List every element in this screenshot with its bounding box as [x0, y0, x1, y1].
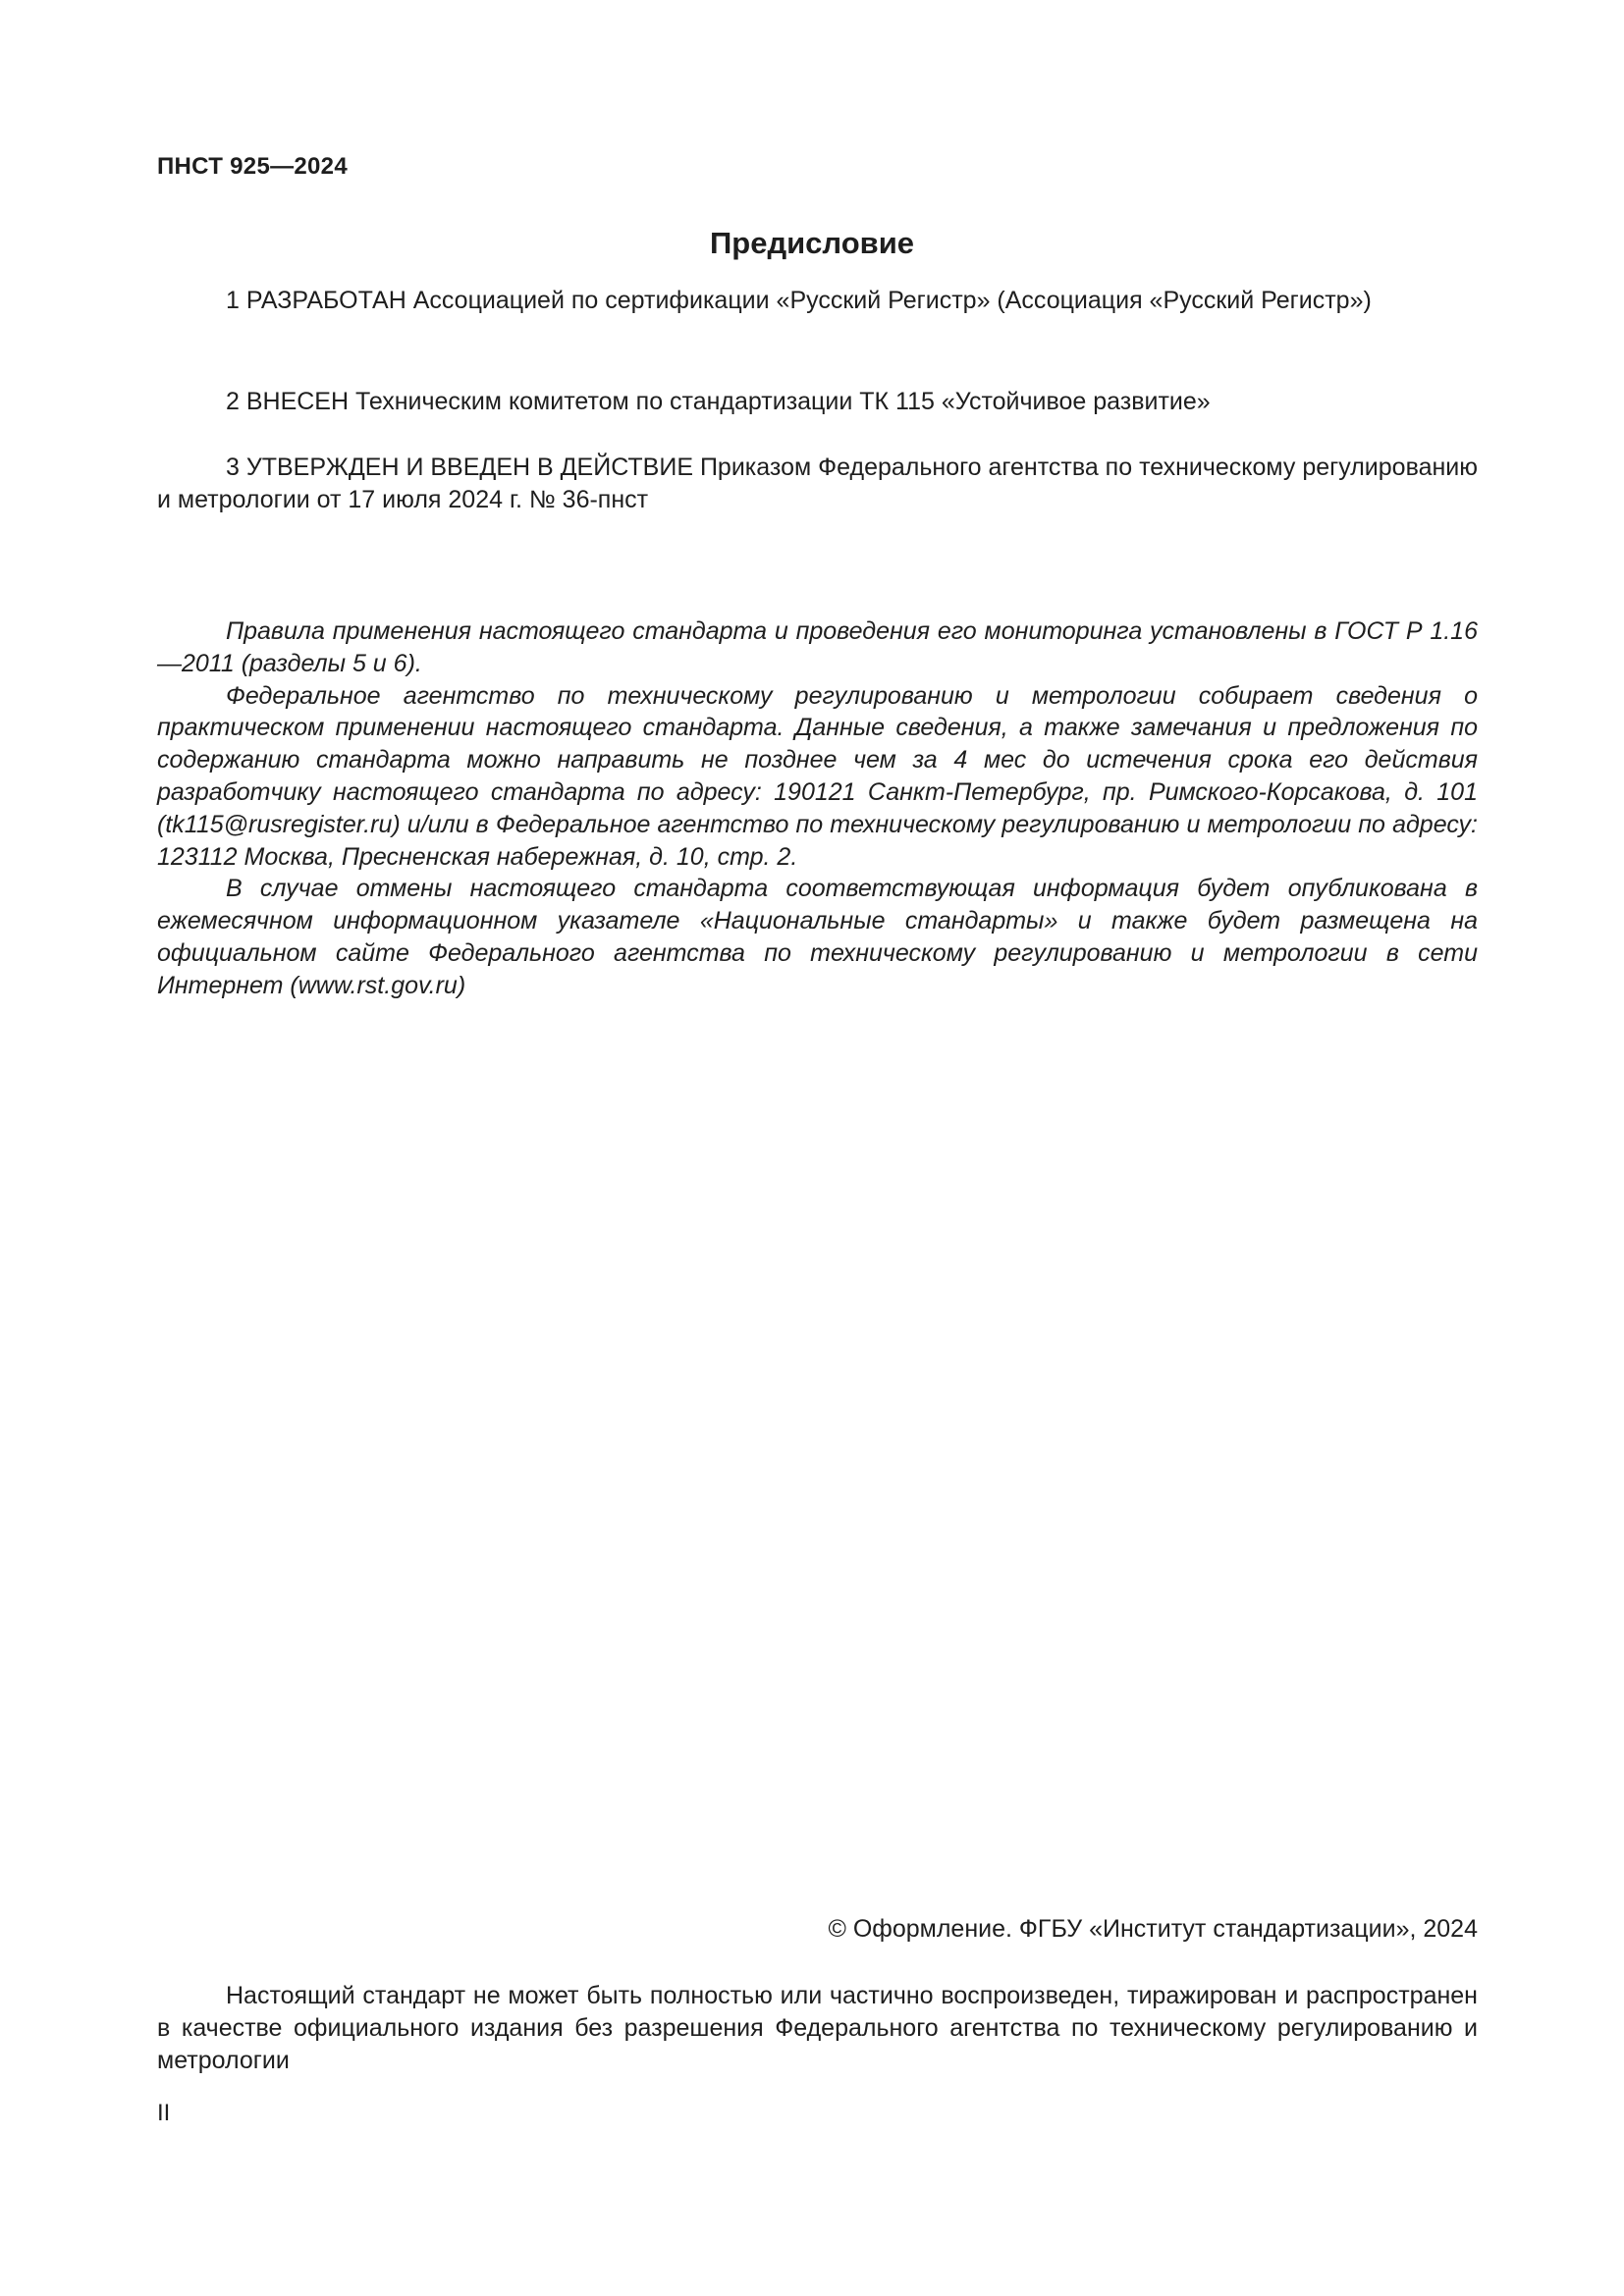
reproduction-notice: [157, 1980, 1478, 2077]
page-title: Предисловие: [709, 226, 914, 260]
note-rules: Правила применения настоящего стандарта и проведения его мониторинга установлены в ГОСТ Р 1.16—2011 (разделы 5 и 6).: [157, 617, 1478, 677]
foreword-item-introduced-text: 2 ВНЕСЕН Техническим комитетом по стандартизации ТК 115 «Устойчивое развитие»: [226, 388, 1211, 415]
note-cancellation: В случае отмены настоящего стандарта соответствующая информация будет опубликована в ежемесячном информационном указателе «Национальные стандарты» и также будет размещена на официальном сайте Федерального агентства по техническому регулированию и метрологии в сети Интернет (www.rst.gov.ru): [157, 875, 1478, 999]
document-code: ПНСТ 925—2024: [157, 153, 348, 180]
foreword-item-introduced: [157, 386, 1478, 418]
application-notes: [157, 615, 1478, 1002]
reproduction-notice-text: Настоящий стандарт не может быть полностью или частично воспроизведен, тиражирован и распространен в качестве официального издания без разрешения Федерального агентства по техническому регулированию и метрологии: [157, 1982, 1478, 2074]
foreword-item-developed-text: 1 РАЗРАБОТАН Ассоциацией по сертификации «Русский Регистр» (Ассоциация «Русский Регистр»): [226, 287, 1372, 314]
foreword-item-approved: [157, 452, 1478, 516]
copyright-line: © Оформление. ФГБУ «Институт стандартизации», 2024: [828, 1915, 1478, 1943]
foreword-item-developed: [157, 285, 1478, 317]
note-feedback: Федеральное агентство по техническому регулированию и метрологии собирает сведения о практическом применении настоящего стандарта. Данные сведения, а также замечания и предложения по содержанию стандарта можно направить не позднее чем за 4 мес до истечения срока его действия разработчику настоящего стандарта по адресу: 190121 Санкт-Петербург, пр. Римского-Корсакова, д. 101 (tk115@rusregister.ru) и/или в Федеральное агентство по техническому регулированию и метрологии по адресу: 123112 Москва, Пресненская набережная, д. 10, стр. 2.: [157, 681, 1478, 871]
foreword-item-approved-text: 3 УТВЕРЖДЕН И ВВЕДЕН В ДЕЙСТВИЕ Приказом Федерального агентства по техническому регулированию и метрологии от 17 июля 2024 г. № 36-пнст: [157, 454, 1478, 513]
page-number: II: [157, 2100, 171, 2126]
